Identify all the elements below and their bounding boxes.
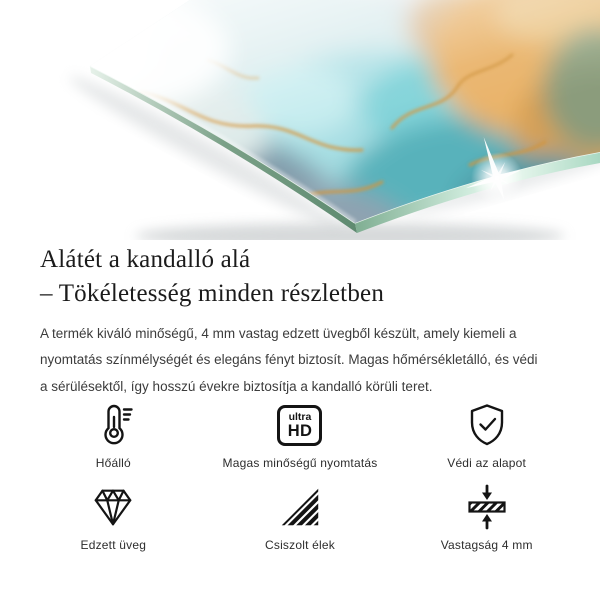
feature-thickness-4mm	[393, 480, 580, 552]
hero-image	[0, 0, 600, 240]
product-description: A termék kiváló minőségű, 4 mm vastag edzett üvegből készült, amely kiemeli a nyomtatás színmélységét és elegáns fényt biztosít. Magas hőmérsékletálló, és védi a sérülésektől, így hosszú évekre biztosítja a kandalló körüli teret.	[40, 325, 538, 394]
feature-label: Edzett üveg	[80, 538, 147, 552]
ultra-hd-icon: ultra HD	[277, 398, 322, 452]
feature-ultra-hd-print	[207, 398, 394, 470]
feature-label: Hőálló	[95, 456, 131, 470]
page-title-line2: – Tökéletesség minden részletben	[40, 279, 385, 307]
feature-label: Vastagság 4 mm	[440, 538, 533, 552]
feature-grid	[20, 398, 580, 552]
feature-label: Magas minőségű nyomtatás	[222, 456, 378, 470]
thermometer-icon	[89, 398, 137, 452]
polished-edges-icon	[278, 480, 322, 534]
page-title-line1: Alátét a kandalló alá	[40, 245, 251, 273]
page-title	[40, 243, 560, 311]
feature-heat-resistant	[20, 398, 207, 470]
glass-panel-photo	[0, 0, 600, 240]
feature-label: Védi az alapot	[447, 456, 527, 470]
diamond-icon	[90, 480, 136, 534]
feature-label: Csiszolt élek	[265, 538, 335, 552]
feature-tempered-glass	[20, 480, 207, 552]
feature-protects-base	[393, 398, 580, 470]
shield-check-icon	[463, 398, 511, 452]
feature-polished-edges	[207, 480, 394, 552]
thickness-press-icon	[463, 480, 511, 534]
